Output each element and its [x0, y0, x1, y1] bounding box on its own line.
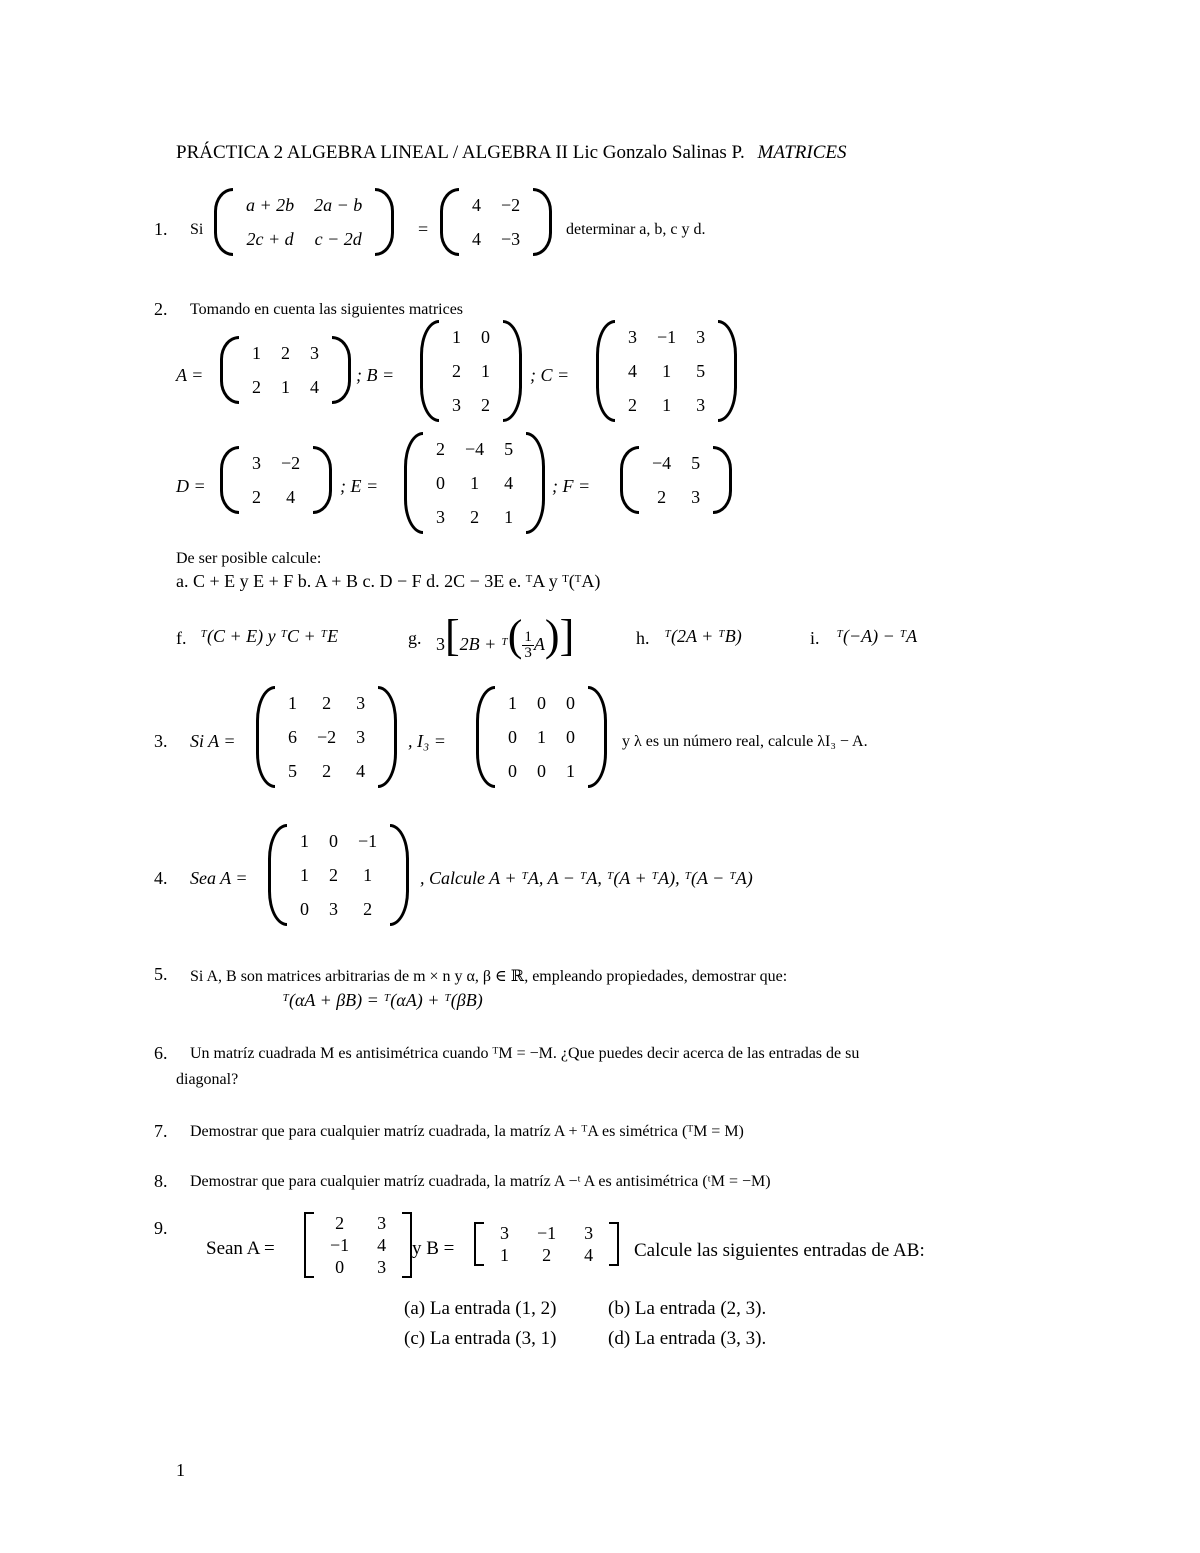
g-fraction [522, 630, 534, 663]
matrix-cell: 1 [566, 760, 575, 781]
matrix-cell: 3 [696, 326, 706, 347]
matrix-cell: 3 [377, 1212, 387, 1233]
matrix-cell: c − 2d [314, 228, 362, 249]
problem-1-left-matrix [214, 188, 394, 256]
matrix-cell: 1 [252, 342, 261, 363]
matrix-cell: −2 [317, 726, 337, 747]
matrix-row [426, 432, 523, 466]
matrix-b-label: ; B = [356, 365, 395, 385]
matrix-e [404, 432, 545, 534]
matrix-row [236, 188, 372, 222]
matrix-cell: 2c + d [246, 228, 294, 249]
problem-2-number: 2. [154, 299, 168, 319]
problem-7-text: Demostrar que para cualquier matríz cuadrada, la matríz A + ᵀA es simétrica (ᵀM = M) [190, 1123, 744, 1140]
matrix-cell: 4 [310, 376, 319, 397]
matrix-row [442, 354, 500, 388]
matrix-cell: 2 [470, 506, 480, 527]
problem-2-part-f: ᵀ(C + E) y ᵀC + ᵀE [200, 626, 339, 646]
matrix-row [290, 824, 387, 858]
g-close-bracket: ] [559, 611, 575, 660]
matrix-cell: 5 [504, 438, 514, 459]
matrix-row [426, 500, 523, 534]
matrix-cell: 3 [500, 1222, 509, 1243]
matrix-c-label: ; C = [530, 365, 570, 385]
matrix-cell: 3 [377, 1256, 387, 1277]
matrix-cell: 4 [472, 228, 481, 249]
problem-6-line1: Un matríz cuadrada M es antisimétrica cuando ᵀM = −M. ¿Que puedes decir acerca de las entradas de su [190, 1045, 860, 1062]
matrix-row [316, 1256, 400, 1278]
matrix-row [642, 446, 710, 480]
problem-6-number: 6. [154, 1043, 168, 1063]
problem-5-number: 5. [154, 964, 168, 984]
matrix-cell: 1 [508, 692, 517, 713]
matrix-row [426, 466, 523, 500]
matrix-cell: 3 [310, 342, 319, 363]
problem-9-sean: Sean A = [206, 1238, 275, 1259]
matrix-cell: 5 [696, 360, 706, 381]
matrix-cell: 1 [363, 864, 373, 885]
problem-3-si: Si A = [190, 731, 236, 751]
matrix-row [278, 686, 375, 720]
matrix-row [486, 1244, 607, 1266]
problem-2-intro: Tomando en cuenta las siguientes matrices [190, 301, 464, 318]
matrix-cell: 0 [481, 326, 490, 347]
matrix-cell: 3 [356, 726, 366, 747]
problem-4-sea: Sea A = [190, 868, 248, 888]
problem-7-number: 7. [154, 1121, 168, 1141]
matrix-row [278, 754, 375, 788]
g-close-paren: ) [544, 611, 560, 660]
matrix-row [316, 1234, 400, 1256]
g-fraction-den: 3 [524, 645, 532, 662]
matrix-cell: 2 [322, 692, 332, 713]
matrix-cell: 2 [335, 1212, 345, 1233]
problem-3-matrix-a [256, 686, 397, 788]
matrix-cell: 3 [356, 692, 366, 713]
matrix-row [278, 720, 375, 754]
title-topic: MATRICES [757, 142, 847, 163]
problem-3-tail: y λ es un número real, calcule λI₃ − A. [622, 733, 868, 750]
matrix-cell: 1 [537, 726, 546, 747]
g-mid: 2B + ᵀ [459, 634, 508, 654]
matrix-cell: 1 [288, 692, 297, 713]
matrix-cell: −1 [330, 1234, 350, 1255]
problem-9-tail: Calcule las siguientes entradas de AB: [634, 1240, 925, 1261]
matrix-row [498, 686, 585, 720]
matrix-cell: 0 [335, 1256, 345, 1277]
page-number: 1 [176, 1460, 185, 1480]
matrix-cell: 1 [504, 506, 514, 527]
matrix-cell: 5 [691, 452, 701, 473]
matrix-cell: 3 [691, 486, 701, 507]
problem-1-equals: = [418, 219, 429, 239]
matrix-row [290, 858, 387, 892]
matrix-cell: 4 [286, 486, 296, 507]
matrix-row [462, 188, 530, 222]
matrix-a-label: A = [176, 365, 204, 385]
g-var: A [533, 634, 545, 654]
matrix-cell: 2 [657, 486, 667, 507]
matrix-cell: −1 [537, 1222, 557, 1243]
problem-3-number: 3. [154, 731, 168, 751]
g-open-bracket: [ [445, 611, 460, 660]
problem-2-part-h: ᵀ(2A + ᵀB) [664, 626, 742, 646]
matrix-a [220, 336, 351, 404]
matrix-cell: 4 [356, 760, 366, 781]
g-fraction-num: 1 [524, 628, 532, 645]
matrix-cell: 5 [288, 760, 297, 781]
matrix-cell: 4 [472, 194, 481, 215]
matrix-cell: 2 [281, 342, 290, 363]
problem-5-line1: Si A, B son matrices arbitrarias de m × n y α, β ∈ ℝ, empleando propiedades, demostrar que: [190, 968, 788, 985]
problem-2-part-f-label: f. [176, 628, 187, 648]
matrix-cell: 2 [542, 1244, 552, 1265]
g-open-paren: ( [507, 611, 523, 660]
matrix-cell: 1 [662, 360, 672, 381]
matrix-f [620, 446, 732, 514]
problem-3-identity [476, 686, 607, 788]
matrix-row [462, 222, 530, 256]
matrix-cell: a + 2b [246, 194, 295, 215]
matrix-cell: 1 [481, 360, 490, 381]
matrix-cell: 0 [508, 760, 517, 781]
matrix-cell: −2 [281, 452, 301, 473]
matrix-cell: 2 [452, 360, 461, 381]
matrix-cell: 0 [329, 830, 338, 851]
matrix-row [642, 480, 710, 514]
problem-1-number: 1. [154, 219, 168, 239]
matrix-cell: 2 [436, 438, 445, 459]
problem-2-calc-prompt: De ser posible calcule: [176, 550, 322, 567]
page-title [176, 142, 847, 164]
matrix-cell: 2 [329, 864, 338, 885]
matrix-cell: 4 [504, 472, 514, 493]
problem-2-parts-a-e: a. C + E y E + F b. A + B c. D − F d. 2C − 3E e. ᵀA y ᵀ(ᵀA) [176, 571, 601, 591]
matrix-cell: 2 [252, 486, 261, 507]
matrix-cell: −1 [657, 326, 677, 347]
matrix-cell: 3 [452, 394, 461, 415]
matrix-row [498, 754, 585, 788]
matrix-cell: 1 [452, 326, 461, 347]
matrix-cell: 3 [696, 394, 706, 415]
matrix-cell: 2 [481, 394, 490, 415]
matrix-cell: 1 [300, 864, 309, 885]
matrix-cell: 0 [566, 692, 575, 713]
matrix-row [618, 354, 715, 388]
matrix-cell: 3 [628, 326, 637, 347]
problem-9-a: (a) La entrada (1, 2) [404, 1298, 557, 1319]
matrix-row [242, 370, 329, 404]
matrix-cell: 1 [300, 830, 309, 851]
matrix-cell: 3 [329, 898, 338, 919]
g-coef: 3 [436, 634, 445, 654]
matrix-cell: −4 [465, 438, 485, 459]
matrix-cell: 0 [537, 760, 546, 781]
matrix-cell: 2a − b [314, 194, 363, 215]
matrix-row [486, 1222, 607, 1244]
problem-9-number: 9. [154, 1218, 168, 1238]
matrix-cell: 1 [470, 472, 480, 493]
matrix-row [498, 720, 585, 754]
problem-2-part-g-label: g. [408, 628, 422, 648]
matrix-cell: 3 [584, 1222, 594, 1243]
problem-9-matrix-b [474, 1222, 619, 1266]
matrix-cell: −1 [358, 830, 378, 851]
matrix-cell: 4 [377, 1234, 387, 1255]
matrix-cell: 0 [300, 898, 309, 919]
matrix-cell: 3 [436, 506, 445, 527]
matrix-cell: 0 [566, 726, 575, 747]
matrix-cell: 1 [500, 1244, 509, 1265]
problem-8-number: 8. [154, 1171, 168, 1191]
matrix-cell: 4 [628, 360, 637, 381]
problem-9-c: (c) La entrada (3, 1) [404, 1328, 557, 1349]
matrix-cell: 1 [281, 376, 290, 397]
matrix-e-label: ; E = [340, 476, 379, 496]
matrix-cell: 0 [436, 472, 445, 493]
matrix-cell: 2 [628, 394, 637, 415]
matrix-cell: 6 [288, 726, 297, 747]
matrix-cell: 2 [322, 760, 332, 781]
matrix-f-label: ; F = [552, 476, 591, 496]
problem-9-d: (d) La entrada (3, 3). [608, 1328, 767, 1349]
matrix-cell: 3 [252, 452, 261, 473]
problem-1-si: Si [190, 221, 204, 238]
title-text: PRÁCTICA 2 ALGEBRA LINEAL / ALGEBRA II Lic Gonzalo Salinas P. [176, 142, 745, 163]
problem-4-number: 4. [154, 868, 168, 888]
matrix-cell: −3 [501, 228, 521, 249]
matrix-row [442, 320, 500, 354]
problem-2-part-i-label: i. [810, 628, 820, 648]
matrix-row [442, 388, 500, 422]
matrix-row [316, 1212, 400, 1234]
matrix-row [242, 336, 329, 370]
problem-9-yb: y B = [412, 1238, 455, 1259]
problem-4-tail: , Calcule A + ᵀA, A − ᵀA, ᵀ(A + ᵀA), ᵀ(A − ᵀA) [420, 868, 753, 888]
matrix-cell: −4 [652, 452, 672, 473]
problem-2-part-i: ᵀ(−A) − ᵀA [836, 626, 918, 646]
problem-9-b: (b) La entrada (2, 3). [608, 1298, 767, 1319]
problem-6-line2: diagonal? [176, 1071, 239, 1088]
matrix-row [242, 446, 310, 480]
matrix-cell: −2 [501, 194, 521, 215]
matrix-cell: 0 [537, 692, 546, 713]
matrix-b [420, 320, 522, 422]
problem-1-tail: determinar a, b, c y d. [566, 221, 706, 238]
matrix-d-label: D = [176, 476, 206, 496]
problem-2-part-g [436, 611, 575, 662]
problem-1-right-matrix [440, 188, 552, 256]
problem-2-part-h-label: h. [636, 628, 650, 648]
problem-9-matrix-a [304, 1212, 412, 1278]
matrix-cell: 1 [662, 394, 672, 415]
matrix-cell: 2 [252, 376, 261, 397]
problem-3-i-label: , I₃ = [408, 731, 446, 751]
matrix-cell: 2 [363, 898, 373, 919]
matrix-row [236, 222, 372, 256]
matrix-cell: 0 [508, 726, 517, 747]
matrix-d [220, 446, 332, 514]
matrix-row [290, 892, 387, 926]
problem-8-text: Demostrar que para cualquier matríz cuadrada, la matríz A −ᵗ A es antisimétrica (ᵗM = −M) [190, 1173, 771, 1190]
matrix-row [618, 388, 715, 422]
matrix-c [596, 320, 737, 422]
problem-5-line2: ᵀ(αA + βB) = ᵀ(αA) + ᵀ(βB) [282, 990, 483, 1010]
matrix-cell: 4 [584, 1244, 594, 1265]
matrix-row [618, 320, 715, 354]
matrix-row [242, 480, 310, 514]
problem-4-matrix-a [268, 824, 409, 926]
